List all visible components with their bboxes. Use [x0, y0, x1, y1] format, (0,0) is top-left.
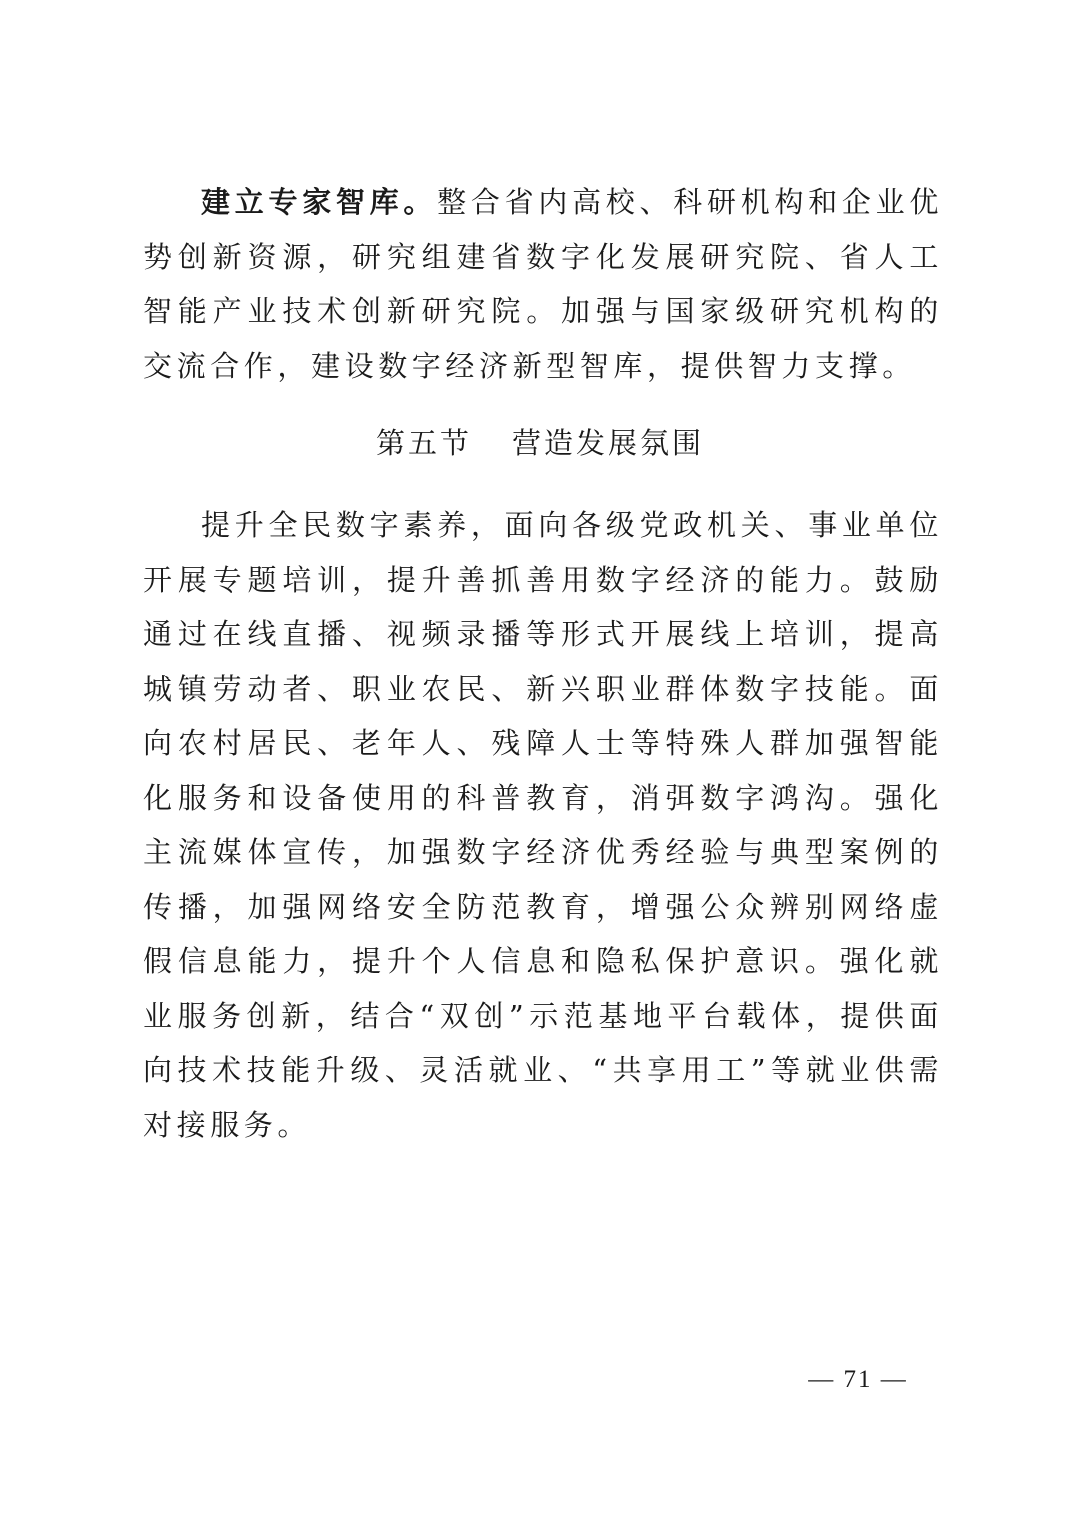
section-number: 第五节	[375, 426, 472, 460]
paragraph-text: 提升全民数字素养，面向各级党政机关、事业单位开展专题培训，提升善抓善用数字经济的能力。鼓励通过在线直播、视频录播等形式开展线上培训，提高城镇劳动者、职业农民、新兴职业群体数字技能。面向农村居民、老年人、残障人士等特殊人群加强智能化服务和设备使用的科普教育，消弭数字鸿沟。强化主流媒体宣传，加强数字经济优秀经验与典型案例的传播，加强网络安全防范教育，增强公众辨别网络虚假信息能力，提升个人信息和隐私保护意识。强化就业服务创新，结合“双创”示范基地平台载体，提供面向技术技能升级、灵活就业、“共享用工”等就业供需对接服务。	[143, 508, 943, 1142]
paragraph-text	[143, 175, 943, 393]
paragraph-body: 整合省内高校、科研机构和企业优势创新资源，研究组建省数字化发展研究院、省人工智能产业技术创新研究院。加强与国家级研究机构的交流合作，建设数字经济新型智库，提供智力支撑。	[143, 185, 943, 383]
paragraph-lead: 建立专家智库。	[201, 185, 438, 219]
section-title: 营造发展氛围	[512, 426, 705, 460]
page-number: — 71 —	[808, 1366, 908, 1393]
paragraph-development-atmosphere	[143, 498, 943, 1152]
paragraph-expert-think-tank	[143, 175, 943, 393]
section-heading	[0, 416, 1080, 470]
